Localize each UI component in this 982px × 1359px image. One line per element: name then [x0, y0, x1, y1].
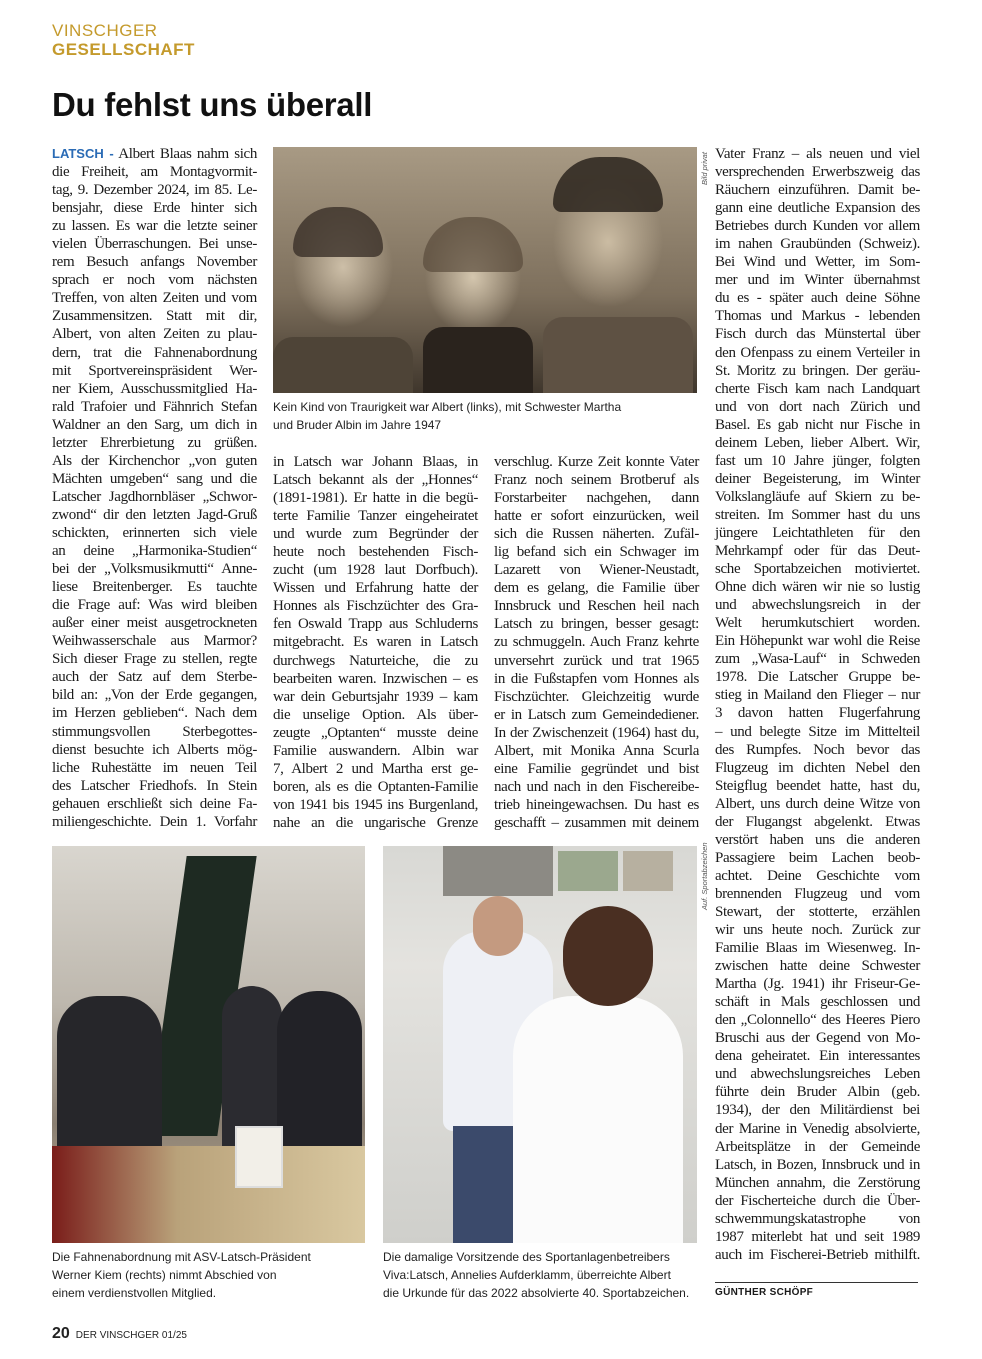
text-line: dern, trat die Fahnenabordnung: [52, 344, 257, 361]
caption-line: einem verdienstvollen Mitglied.: [52, 1286, 217, 1300]
text-line: in die Fußstapfen vom Honnes als: [494, 670, 699, 687]
text-line: Forstarbeiter nachgehen, dann: [494, 490, 699, 507]
article-title: Du fehlst uns überall: [52, 86, 373, 123]
family-photo-1947: [273, 147, 697, 393]
text-line: Familie auswandern. Albin war: [273, 742, 478, 759]
text-line: und abwechslungsreich in der: [715, 597, 920, 614]
text-line: Ein Höhepunkt war wohl die Reise: [715, 633, 920, 650]
text-line: 1978. Die Latscher Gruppe be-: [715, 669, 920, 686]
text-line: Welt herumkutschiert worden.: [715, 615, 920, 632]
text-line: Albert, mit Monika Anna Scurla: [494, 742, 699, 759]
text-line: rald Trafoier und Fähnrich Stefan: [52, 398, 257, 415]
text-line: (1891-1981). Er hatte in die begü-: [273, 490, 478, 507]
text-line: deinem Leben, lieber Albert. Wir,: [715, 434, 920, 451]
text-line: trieb hineingewachsen. Du hast es: [494, 796, 699, 813]
text-line: zu schmuggeln. Auch Franz kehrte: [494, 634, 699, 651]
text-line: an deine „Harmonika-Studien“: [52, 543, 257, 560]
text-line: bild an: „Von der Erde gegangen,: [52, 687, 257, 704]
text-line: die unselige Option. Als über-: [273, 706, 478, 723]
photo-caption: [273, 398, 621, 434]
text-line: des Rumpfes. Noch bevor das: [715, 741, 920, 758]
text-line: war dein Geburtsjahr 1939 – kam: [273, 688, 478, 705]
text-line: jüngere Leichtathleten für den: [715, 524, 920, 541]
text-line: Latscher Jagdhornbläser „Schwor-: [52, 488, 257, 505]
section-name: GESELLSCHAFT: [52, 40, 195, 59]
text-line: verstört haben uns die anderen: [715, 831, 920, 848]
text-line: 7, Albert 2 und Martha erst ge-: [273, 760, 478, 777]
text-line: terte Familie Tanzer eingeheiratet: [273, 508, 478, 525]
text-line: letzter Ehrerbietung zu grüßen.: [52, 434, 257, 451]
text-line: In der Zwischenzeit (1964) hast du,: [494, 724, 699, 741]
text-line: sche Sportabzeichen motiviertet.: [715, 561, 920, 578]
text-line: Räuchern einzuführen. Damit be-: [715, 182, 920, 199]
article-column-2: [273, 453, 478, 832]
text-line: Arbeitsplätze in der Gemeinde: [715, 1138, 920, 1155]
article-column-3: [494, 453, 699, 832]
text-line: und abwechslungsreiches Leben: [715, 1066, 920, 1083]
section-label: VINSCHGER: [52, 21, 158, 40]
text-line: den „Colonnello“ des Heeres Piero: [715, 1012, 920, 1029]
photo-credit: Auf. Sportabzeichen: [700, 842, 709, 910]
text-line: Latsch, in Bozen, Innsbruck und in: [715, 1156, 920, 1173]
text-line: zu lassen. Es war die letzte seiner: [52, 218, 257, 235]
text-line: nahe an die ungarische Grenze: [273, 814, 478, 831]
article-column-1: [52, 145, 257, 831]
text-line: St. Moritz zu bringen. Der geräu-: [715, 362, 920, 379]
text-line: zwischen hatte deine Schwester: [715, 958, 920, 975]
text-line: stimmungsvollen Sterbegottes-: [52, 723, 257, 740]
text-line: sich die Russen näherten. Zufäl-: [494, 526, 699, 543]
text-line: liese Breitenberger. Es tauchte: [52, 579, 257, 596]
text-line: cherte Fisch kam nach Landquart: [715, 380, 920, 397]
text-line: Wissen und Erfahrung hatte der: [273, 580, 478, 597]
text-line: der Flugangst abgelenkt. Etwas: [715, 813, 920, 830]
photo-credit: Bild privat: [700, 152, 709, 185]
text-line: Franz noch seinem Brotberuf als: [494, 472, 699, 489]
text-line: brennenden Flugzeug und vom: [715, 885, 920, 902]
text-line: der Marine in Venedig absolvierte,: [715, 1120, 920, 1137]
text-line: schickten, erinnerten sich viele: [52, 524, 257, 541]
text-line: Vater Franz – als neuen und viel: [715, 146, 920, 162]
text-line: dem es gelang, die Familie über: [494, 580, 699, 597]
text-line: Weihwasserschale aus Marmor?: [52, 633, 257, 650]
text-line: die Freiheit, am Montagvormit-: [52, 164, 257, 181]
text-line: Mächten umgeben“ sang und die: [52, 470, 257, 487]
text-line: 1987 miterlebt hat und seit 1989: [715, 1228, 920, 1245]
caption-line: Die Fahnenabordnung mit ASV-Latsch-Präsident: [52, 1250, 311, 1264]
text-line: deiner Begeisterung, im Winter: [715, 470, 920, 487]
text-line: Treffen, von alten Zeiten und vom: [52, 290, 257, 307]
text-line: Honnes als Fischzüchter des Gra-: [273, 598, 478, 615]
text-line: die Frage auf: Was wird bleiben: [52, 597, 257, 614]
text-line: stieg in Mailand den Flieger – nur: [715, 687, 920, 704]
text-line: dena geheiratet. Ein interessantes: [715, 1048, 920, 1065]
text-line: lig befand sich ein Schwager im: [494, 544, 699, 561]
text-line: streiten. Im Sommer hast du uns: [715, 506, 920, 523]
text-line: Lazarett von Wiener-Neustadt,: [494, 562, 699, 579]
text-line: den Ofenpass zu einem Verteiler in: [715, 344, 920, 361]
text-line: mit Sportvereinspräsident Wer-: [52, 362, 257, 379]
page-footer: [52, 1325, 187, 1343]
text-line: heute noch bestehenden Fisch-: [273, 544, 478, 561]
text-line: bensjahr, diese Erde hinter sich: [52, 200, 257, 217]
article-column-4: [715, 145, 920, 1264]
photo-caption: [383, 1248, 689, 1302]
text-line: schwemmungskatastrophe von: [715, 1210, 920, 1227]
text-line: München annahm, die Zerstörung: [715, 1174, 920, 1191]
text-line: nach und nach in den Fischereibe-: [494, 778, 699, 795]
text-line-content: Albert Blaas nahm sich: [113, 146, 257, 162]
text-line: dienst besuchte ich Alberts mög-: [52, 741, 257, 758]
text-line: ner Kiem, Ausschussmitglied Ha-: [52, 380, 257, 397]
photo-caption: [52, 1248, 311, 1302]
text-line: zum „Wasa-Lauf“ in Schweden: [715, 651, 920, 668]
text-line: unversehrt zurück und trat 1965: [494, 652, 699, 669]
text-line: führte dein Bruder Albin (geb.: [715, 1084, 920, 1101]
text-line: Zusammensitzen. Statt mit dir,: [52, 308, 257, 325]
text-line: Bruschi aus der Gegend von Mo-: [715, 1030, 920, 1047]
text-line: Als der Kirchenchor „von guten: [52, 452, 257, 469]
text-line: Mehrkampf oder für das Deut-: [715, 543, 920, 560]
text-line: Fischzüchter. Gleichzeitig wurde: [494, 688, 699, 705]
text-line: im Herzen geblieben“. Nach dem: [52, 705, 257, 722]
text-line: und wurde zum Begründer der: [273, 526, 478, 543]
text-line: wir uns heute noch. Zurück zur: [715, 922, 920, 939]
text-line: Familie Blaas im Wiesenweg. In-: [715, 940, 920, 957]
text-line: [52, 145, 257, 163]
text-line: mitgebracht. Es waren in Latsch: [273, 634, 478, 651]
text-line: zwond“ dir den letzten Jagd-Gruß: [52, 506, 257, 523]
text-line: Albert, uns durch deine Witze von: [715, 795, 920, 812]
text-line: zucht (um 1928 laut Dorfbuch).: [273, 562, 478, 579]
text-line: Steigflug beendet hatte, hast du,: [715, 777, 920, 794]
sports-badge-award-photo: [383, 846, 697, 1243]
page-number: 20: [52, 1325, 70, 1342]
text-line: Ohne dich wären wir nie so lustig: [715, 579, 920, 596]
text-line: Martha (Jg. 1941) ihr Friseur-Ge-: [715, 976, 920, 993]
text-line: bearbeiten waren. Inzwischen – es: [273, 670, 478, 687]
text-line: gann eine deutliche Expansion des: [715, 200, 920, 217]
text-line: gehauen erschließt sich deine Fa-: [52, 795, 257, 812]
text-line: fen Oswald Trapp aus Schluderns: [273, 616, 478, 633]
text-line: in Latsch war Johann Blaas, in: [273, 454, 478, 470]
text-line: mer und im Winter übernahmst: [715, 272, 920, 289]
text-line: verschlug. Kurze Zeit konnte Vater: [494, 454, 699, 470]
author-divider: [715, 1282, 918, 1283]
text-line: 3 davon hatten Flugerfahrung: [715, 705, 920, 722]
text-line: außer einer meist ausgetrockneten: [52, 615, 257, 632]
text-line: rem Besuch anfangs November: [52, 254, 257, 271]
text-line: – und belegte Sitze im Mittelteil: [715, 723, 920, 740]
text-line: eine Familie gegründet und bist: [494, 760, 699, 777]
dateline-kicker: LATSCH -: [52, 146, 114, 161]
author-name: GÜNTHER SCHÖPF: [715, 1287, 814, 1298]
text-line: vielen Überraschungen. Bei unse-: [52, 236, 257, 253]
caption-line: Die damalige Vorsitzende des Sportanlagenbetreibers: [383, 1250, 670, 1264]
text-line: und von dort nach Zürich und: [715, 398, 920, 415]
text-line: Thomas und Markus - lebenden: [715, 308, 920, 325]
text-line: boren, als es die Optanten-Familie: [273, 778, 478, 795]
text-line: achtet. Deine Geschichte vom: [715, 867, 920, 884]
text-line: Latsch bekannt als der „Honnes“: [273, 472, 478, 489]
text-line: fast um 10 Jahre jünger, folgten: [715, 452, 920, 469]
text-line: 1934), der den Militärdienst bei: [715, 1102, 920, 1119]
text-line: versprechenden Erwerbszweig das: [715, 164, 920, 181]
text-line: Fisch durch das Münstertal über: [715, 326, 920, 343]
text-line: er in Latsch zum Gemeindediener.: [494, 706, 699, 723]
caption-line: Kein Kind von Traurigkeit war Albert (links), mit Schwester Martha: [273, 400, 622, 414]
text-line: miliengeschichte. Dein 1. Vorfahr: [52, 813, 257, 830]
text-line: auch im Fischerei-Betrieb mithilft.: [715, 1246, 920, 1263]
caption-line: die Urkunde für das 2022 absolvierte 40. Sportabzeichen.: [383, 1286, 690, 1300]
text-line: hatte er sofort einzurücken, weil: [494, 508, 699, 525]
text-line: Passagiere beim Lachen beob-: [715, 849, 920, 866]
text-line: Latsch zu bringen, besser gesagt:: [494, 616, 699, 633]
text-line: auch der Satz auf dem Sterbe-: [52, 669, 257, 686]
text-line: Basel. Es gab nicht nur Fische in: [715, 416, 920, 433]
caption-line: Werner Kiem (rechts) nimmt Abschied von: [52, 1268, 277, 1282]
text-line: Betriebes durch Kunden vor allem: [715, 218, 920, 235]
caption-line: und Bruder Albin im Jahre 1947: [273, 418, 442, 432]
text-line: durchwegs Naturteiche, die zu: [273, 652, 478, 669]
caption-line: Viva:Latsch, Annelies Aufderklamm, überreichte Albert: [383, 1268, 671, 1282]
text-line: Sich dieser Frage zu stellen, regte: [52, 651, 257, 668]
text-line: Albert, von alten Zeiten zu plau-: [52, 326, 257, 343]
text-line: des Latscher Friedhofs. In Stein: [52, 777, 257, 794]
text-line: der Fischerteiche durch die Über-: [715, 1192, 920, 1209]
text-line: von 1941 bis 1945 ins Burgenland,: [273, 796, 478, 813]
text-line: du es - später auch deine Söhne: [715, 290, 920, 307]
publication-issue: DER VINSCHGER 01/25: [75, 1330, 187, 1341]
text-line: Bei Wind und Wetter, im Som-: [715, 254, 920, 271]
text-line: geschafft – zusammen mit deinem: [494, 814, 699, 831]
text-line: Volkslangläufe auf Skiern zu be-: [715, 488, 920, 505]
text-line: zeugte „Optanten“ musste deine: [273, 724, 478, 741]
text-line: im nahen Graubünden (Schweiz).: [715, 236, 920, 253]
text-line: Flugzeug im dichten Nebel den: [715, 759, 920, 776]
text-line: sprach er noch vom nächsten: [52, 272, 257, 289]
text-line: Innsbruck und Reschen heil nach: [494, 598, 699, 615]
text-line: Stewart, der stotterte, erzählen: [715, 903, 920, 920]
text-line: liche Ruhestätte im neuen Teil: [52, 759, 257, 776]
text-line: schäft in Mals geschlossen und: [715, 994, 920, 1011]
flag-delegation-photo: [52, 846, 365, 1243]
text-line: Waldner an den Sarg, um dich in: [52, 416, 257, 433]
text-line: bei der „Volksmusikmutti“ Anne-: [52, 561, 257, 578]
text-line: tag, 9. Dezember 2024, im 85. Le-: [52, 182, 257, 199]
